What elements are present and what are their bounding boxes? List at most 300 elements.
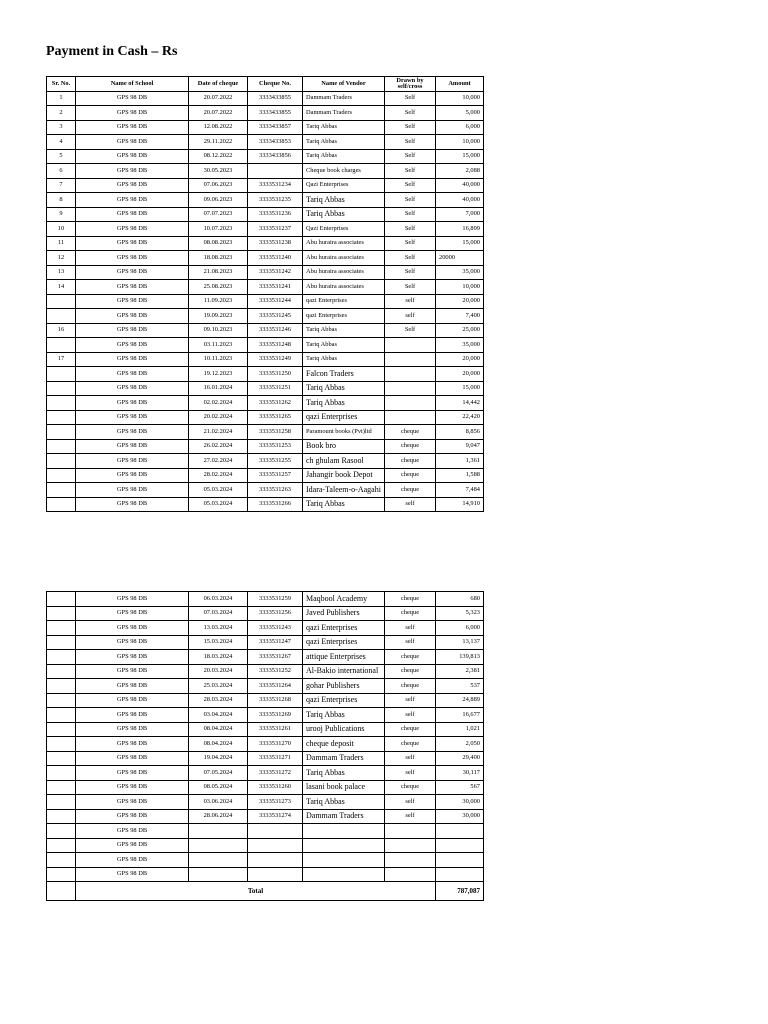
cell-cheque-no: 3333531234: [248, 178, 303, 193]
cell-vendor: Javed Publishers: [303, 606, 385, 621]
cell-school: GPS 98 DB: [76, 222, 189, 237]
cell-amount: 7,000: [436, 207, 484, 222]
cell-school: GPS 98 DB: [76, 338, 189, 353]
cell-cheque-no: 3333531243: [248, 621, 303, 636]
cell-date: 08.12.2022: [189, 149, 248, 164]
cell-school: GPS 98 DB: [76, 824, 189, 839]
cell-sr-no: 14: [47, 280, 76, 295]
cell-school: GPS 98 DB: [76, 251, 189, 266]
table-row: [47, 381, 484, 396]
cell-date: 30.05.2023: [189, 164, 248, 179]
cell-sr-no: [47, 824, 76, 839]
cell-cheque-no: 3333531262: [248, 396, 303, 411]
table-body-part-2: [47, 592, 484, 882]
cell-date: 10.07.2023: [189, 222, 248, 237]
cell-drawn-by: self: [385, 309, 436, 324]
cell-vendor: attique Enterprises: [303, 650, 385, 665]
total-row-blank: [47, 882, 76, 901]
cell-sr-no: [47, 606, 76, 621]
total-row: [47, 882, 484, 901]
cell-cheque-no: 3333531259: [248, 592, 303, 607]
cell-drawn-by: [385, 367, 436, 382]
cell-drawn-by: self: [385, 693, 436, 708]
cell-vendor: Tariq Abbas: [303, 381, 385, 396]
cell-drawn-by: cheque: [385, 468, 436, 483]
cell-school: GPS 98 DB: [76, 751, 189, 766]
cell-date: 10.11.2023: [189, 352, 248, 367]
cell-sr-no: [47, 809, 76, 824]
cell-sr-no: [47, 737, 76, 752]
cell-amount: 537: [436, 679, 484, 694]
cell-vendor: cheque deposit: [303, 737, 385, 752]
cell-vendor: Al-Bakio international: [303, 664, 385, 679]
cell-drawn-by: self: [385, 635, 436, 650]
cell-amount: 7,400: [436, 309, 484, 324]
cell-school: GPS 98 DB: [76, 294, 189, 309]
cell-cheque-no: 3333433856: [248, 149, 303, 164]
cell-date: 07.05.2024: [189, 766, 248, 781]
cell-school: GPS 98 DB: [76, 606, 189, 621]
cell-drawn-by: [385, 410, 436, 425]
cell-sr-no: [47, 425, 76, 440]
cell-vendor: Tariq Abbas: [303, 193, 385, 208]
cell-sr-no: [47, 338, 76, 353]
cell-drawn-by: cheque: [385, 425, 436, 440]
cell-drawn-by: Self: [385, 323, 436, 338]
cell-school: GPS 98 DB: [76, 809, 189, 824]
cell-cheque-no: [248, 867, 303, 882]
cell-school: GPS 98 DB: [76, 693, 189, 708]
cell-school: GPS 98 DB: [76, 679, 189, 694]
cell-date: 18.08.2023: [189, 251, 248, 266]
cell-school: GPS 98 DB: [76, 621, 189, 636]
cell-vendor: qazi Enterprises: [303, 410, 385, 425]
cell-sr-no: 3: [47, 120, 76, 135]
cell-school: GPS 98 DB: [76, 236, 189, 251]
cell-vendor: Qazi Enterprises: [303, 178, 385, 193]
table-row: [47, 265, 484, 280]
cell-amount: 1,361: [436, 454, 484, 469]
cell-date: 08.04.2024: [189, 737, 248, 752]
cell-date: 02.02.2024: [189, 396, 248, 411]
header-vendor: Name of Vendor: [303, 77, 385, 92]
cell-cheque-no: 3333531266: [248, 497, 303, 512]
cell-cheque-no: 3333531273: [248, 795, 303, 810]
cell-date: 03.06.2024: [189, 795, 248, 810]
cell-amount: 40,000: [436, 193, 484, 208]
cell-date: 28.02.2024: [189, 468, 248, 483]
cell-date: 19.12.2023: [189, 367, 248, 382]
table-row: [47, 679, 484, 694]
table-row: [47, 635, 484, 650]
cell-date: 15.03.2024: [189, 635, 248, 650]
cell-drawn-by: self: [385, 497, 436, 512]
cell-school: GPS 98 DB: [76, 164, 189, 179]
cell-sr-no: 7: [47, 178, 76, 193]
cell-cheque-no: 3333531245: [248, 309, 303, 324]
cell-date: 27.02.2024: [189, 454, 248, 469]
cell-vendor: Maqbool Academy: [303, 592, 385, 607]
cell-school: GPS 98 DB: [76, 193, 189, 208]
table-row: [47, 693, 484, 708]
cell-cheque-no: 3333531265: [248, 410, 303, 425]
cell-amount: 20,000: [436, 294, 484, 309]
cell-date: 07.06.2023: [189, 178, 248, 193]
cell-drawn-by: cheque: [385, 679, 436, 694]
table-row: [47, 294, 484, 309]
cell-cheque-no: 3333433855: [248, 106, 303, 121]
cell-drawn-by: Self: [385, 106, 436, 121]
cell-sr-no: [47, 751, 76, 766]
cell-cheque-no: 3333531263: [248, 483, 303, 498]
cell-vendor: Dammam Traders: [303, 809, 385, 824]
cell-amount: 1,588: [436, 468, 484, 483]
table-row: [47, 280, 484, 295]
table-row: [47, 766, 484, 781]
table-row: [47, 236, 484, 251]
cell-cheque-no: 3333531246: [248, 323, 303, 338]
cell-sr-no: [47, 780, 76, 795]
cell-amount: 29,400: [436, 751, 484, 766]
header-drawn-by: Drawn by self/cross: [385, 77, 436, 92]
cell-amount: 2,050: [436, 737, 484, 752]
cell-amount: 35,000: [436, 265, 484, 280]
cell-sr-no: [47, 497, 76, 512]
cell-sr-no: [47, 708, 76, 723]
cell-date: 21.02.2024: [189, 425, 248, 440]
cell-sr-no: [47, 664, 76, 679]
cell-amount: 40,000: [436, 178, 484, 193]
cell-school: GPS 98 DB: [76, 309, 189, 324]
cell-cheque-no: 3333531252: [248, 664, 303, 679]
table-row: [47, 809, 484, 824]
cell-amount: 13,137: [436, 635, 484, 650]
cell-date: 16.01.2024: [189, 381, 248, 396]
cell-school: GPS 98 DB: [76, 149, 189, 164]
cell-cheque-no: 3333531247: [248, 635, 303, 650]
table-row: [47, 178, 484, 193]
cell-drawn-by: [385, 853, 436, 868]
cell-date: 25.03.2024: [189, 679, 248, 694]
cell-cheque-no: 3333531255: [248, 454, 303, 469]
cell-school: GPS 98 DB: [76, 425, 189, 440]
cell-school: GPS 98 DB: [76, 780, 189, 795]
cell-drawn-by: cheque: [385, 454, 436, 469]
cell-vendor: [303, 853, 385, 868]
cell-amount: 30,117: [436, 766, 484, 781]
table-row: [47, 621, 484, 636]
cell-date: 28.03.2024: [189, 693, 248, 708]
cell-vendor: Tariq Abbas: [303, 497, 385, 512]
cell-school: GPS 98 DB: [76, 838, 189, 853]
cell-school: GPS 98 DB: [76, 592, 189, 607]
cell-school: GPS 98 DB: [76, 265, 189, 280]
cell-school: GPS 98 DB: [76, 120, 189, 135]
cell-school: GPS 98 DB: [76, 135, 189, 150]
cell-date: 20.07.2022: [189, 106, 248, 121]
cell-sr-no: [47, 468, 76, 483]
cell-cheque-no: [248, 824, 303, 839]
cell-vendor: Jahangir book Depot: [303, 468, 385, 483]
cell-cheque-no: 3333531253: [248, 439, 303, 454]
cell-sr-no: [47, 722, 76, 737]
cell-cheque-no: [248, 838, 303, 853]
cell-drawn-by: self: [385, 809, 436, 824]
table-row: [47, 838, 484, 853]
cell-cheque-no: 3333531269: [248, 708, 303, 723]
table-row: [47, 483, 484, 498]
cell-vendor: Tariq Abbas: [303, 396, 385, 411]
cell-amount: 15,000: [436, 381, 484, 396]
cell-sr-no: [47, 867, 76, 882]
cell-amount: 10,000: [436, 280, 484, 295]
cell-amount: 14,442: [436, 396, 484, 411]
cell-vendor: [303, 838, 385, 853]
cell-date: 29.11.2022: [189, 135, 248, 150]
cell-vendor: Tariq Abbas: [303, 352, 385, 367]
cell-sr-no: [47, 853, 76, 868]
cell-sr-no: 12: [47, 251, 76, 266]
cell-drawn-by: Self: [385, 222, 436, 237]
cell-date: 19.09.2023: [189, 309, 248, 324]
cell-sr-no: 8: [47, 193, 76, 208]
cell-sr-no: [47, 693, 76, 708]
cell-date: 03.04.2024: [189, 708, 248, 723]
cell-date: 09.06.2023: [189, 193, 248, 208]
cell-sr-no: [47, 650, 76, 665]
cell-cheque-no: 3333531268: [248, 693, 303, 708]
cell-cheque-no: 3333531264: [248, 679, 303, 694]
table-row: [47, 824, 484, 839]
cell-amount: 25,000: [436, 323, 484, 338]
cell-date: 12.08.2022: [189, 120, 248, 135]
cell-sr-no: [47, 766, 76, 781]
cell-sr-no: 6: [47, 164, 76, 179]
cell-cheque-no: 3333531258: [248, 425, 303, 440]
cell-sr-no: [47, 795, 76, 810]
cell-cheque-no: 3333531237: [248, 222, 303, 237]
cell-vendor: Tariq Abbas: [303, 338, 385, 353]
cell-vendor: qazi Enterprises: [303, 693, 385, 708]
cell-amount: 15,000: [436, 236, 484, 251]
cell-school: GPS 98 DB: [76, 454, 189, 469]
cell-amount: 5,323: [436, 606, 484, 621]
cell-cheque-no: 3333531251: [248, 381, 303, 396]
table-header-row: [47, 77, 484, 92]
cell-amount: 680: [436, 592, 484, 607]
cell-amount: 10,000: [436, 135, 484, 150]
header-sr-no: Sr. No.: [47, 77, 76, 92]
cell-vendor: Abu huraira associates: [303, 251, 385, 266]
cell-school: GPS 98 DB: [76, 91, 189, 106]
cell-date: 13.03.2024: [189, 621, 248, 636]
cell-school: GPS 98 DB: [76, 497, 189, 512]
table-row: [47, 795, 484, 810]
cell-date: 28.06.2024: [189, 809, 248, 824]
cell-drawn-by: [385, 338, 436, 353]
cell-vendor: [303, 867, 385, 882]
cell-sr-no: [47, 838, 76, 853]
cell-drawn-by: Self: [385, 251, 436, 266]
table-row: [47, 149, 484, 164]
table-row: [47, 439, 484, 454]
cell-cheque-no: 3333531238: [248, 236, 303, 251]
table-row: [47, 410, 484, 425]
cell-school: GPS 98 DB: [76, 323, 189, 338]
cell-drawn-by: Self: [385, 236, 436, 251]
cell-school: GPS 98 DB: [76, 708, 189, 723]
cell-vendor: qazi Enterprises: [303, 294, 385, 309]
cell-vendor: Dammam Traders: [303, 91, 385, 106]
cell-amount: 2,088: [436, 164, 484, 179]
cell-sr-no: [47, 621, 76, 636]
cell-sr-no: [47, 381, 76, 396]
cell-amount: 20,000: [436, 367, 484, 382]
table-row: [47, 853, 484, 868]
cell-school: GPS 98 DB: [76, 410, 189, 425]
cell-school: GPS 98 DB: [76, 381, 189, 396]
table-row: [47, 323, 484, 338]
cell-drawn-by: Self: [385, 91, 436, 106]
cell-cheque-no: 3333531267: [248, 650, 303, 665]
cell-amount: 35,000: [436, 338, 484, 353]
table-row: [47, 338, 484, 353]
cell-drawn-by: Self: [385, 207, 436, 222]
cell-date: 26.02.2024: [189, 439, 248, 454]
cell-cheque-no: 3333531242: [248, 265, 303, 280]
table-row: [47, 367, 484, 382]
cell-amount: 20,000: [436, 352, 484, 367]
header-cheque-no: Cheque No.: [248, 77, 303, 92]
cell-vendor: Paramount books (Pvt)ltd: [303, 425, 385, 440]
cell-vendor: Tariq Abbas: [303, 766, 385, 781]
cell-sr-no: [47, 367, 76, 382]
cell-drawn-by: self: [385, 751, 436, 766]
cell-cheque-no: 3333531249: [248, 352, 303, 367]
cell-sr-no: [47, 294, 76, 309]
cell-drawn-by: Self: [385, 135, 436, 150]
cell-date: 18.03.2024: [189, 650, 248, 665]
cell-sr-no: [47, 679, 76, 694]
header-date: Date of cheque: [189, 77, 248, 92]
cell-vendor: gohar Publishers: [303, 679, 385, 694]
cell-cheque-no: 3333531274: [248, 809, 303, 824]
cell-cheque-no: 3333531260: [248, 780, 303, 795]
cell-date: 08.04.2024: [189, 722, 248, 737]
cell-amount: 567: [436, 780, 484, 795]
cell-sr-no: [47, 439, 76, 454]
table-row: [47, 650, 484, 665]
cell-drawn-by: [385, 824, 436, 839]
cell-drawn-by: cheque: [385, 737, 436, 752]
cell-cheque-no: [248, 853, 303, 868]
cell-vendor: Tariq Abbas: [303, 149, 385, 164]
cell-school: GPS 98 DB: [76, 867, 189, 882]
cell-date: 19.04.2024: [189, 751, 248, 766]
cell-amount: 10,000: [436, 91, 484, 106]
cell-amount: 6,000: [436, 621, 484, 636]
table-row: [47, 193, 484, 208]
cell-drawn-by: self: [385, 708, 436, 723]
table-row: [47, 222, 484, 237]
table-row: [47, 664, 484, 679]
cell-drawn-by: [385, 352, 436, 367]
table-row: [47, 106, 484, 121]
cell-school: GPS 98 DB: [76, 439, 189, 454]
cell-vendor: Tariq Abbas: [303, 708, 385, 723]
cell-vendor: Cheque book charges: [303, 164, 385, 179]
cell-cheque-no: [248, 164, 303, 179]
cell-sr-no: 1: [47, 91, 76, 106]
cell-cheque-no: 3333531248: [248, 338, 303, 353]
cell-amount: 30,000: [436, 809, 484, 824]
cell-sr-no: 11: [47, 236, 76, 251]
cell-school: GPS 98 DB: [76, 635, 189, 650]
table-row: [47, 207, 484, 222]
table-row: [47, 468, 484, 483]
cell-amount: 20000: [436, 251, 484, 266]
cell-date: 08.05.2024: [189, 780, 248, 795]
cell-cheque-no: 3333531270: [248, 737, 303, 752]
cell-drawn-by: self: [385, 766, 436, 781]
table-row: [47, 396, 484, 411]
cell-school: GPS 98 DB: [76, 178, 189, 193]
cell-cheque-no: 3333531256: [248, 606, 303, 621]
cell-sr-no: [47, 483, 76, 498]
cell-school: GPS 98 DB: [76, 722, 189, 737]
cell-drawn-by: [385, 867, 436, 882]
cell-cheque-no: 3333531244: [248, 294, 303, 309]
table-row: [47, 497, 484, 512]
cell-vendor: Falcon Traders: [303, 367, 385, 382]
cell-drawn-by: Self: [385, 280, 436, 295]
cell-cheque-no: 3333531236: [248, 207, 303, 222]
cell-amount: 16,677: [436, 708, 484, 723]
cell-vendor: Dammam Traders: [303, 106, 385, 121]
cell-sr-no: [47, 410, 76, 425]
cell-date: [189, 824, 248, 839]
cell-amount: 14,910: [436, 497, 484, 512]
cell-date: 11.09.2023: [189, 294, 248, 309]
cell-school: GPS 98 DB: [76, 280, 189, 295]
cell-date: 03.11.2023: [189, 338, 248, 353]
cell-date: 05.03.2024: [189, 497, 248, 512]
cell-date: 21.08.2023: [189, 265, 248, 280]
cell-sr-no: 5: [47, 149, 76, 164]
cell-vendor: qazi Enterprises: [303, 309, 385, 324]
cell-vendor: ch ghulam Rasool: [303, 454, 385, 469]
cell-amount: 2,381: [436, 664, 484, 679]
cell-vendor: qazi Enterprises: [303, 621, 385, 636]
table-row: [47, 164, 484, 179]
cell-date: 06.03.2024: [189, 592, 248, 607]
cell-cheque-no: 3333531250: [248, 367, 303, 382]
cell-date: 09.10.2023: [189, 323, 248, 338]
cell-amount: 22,420: [436, 410, 484, 425]
cell-drawn-by: Self: [385, 164, 436, 179]
cell-drawn-by: cheque: [385, 650, 436, 665]
cell-sr-no: 2: [47, 106, 76, 121]
cell-sr-no: [47, 635, 76, 650]
cell-cheque-no: 3333531272: [248, 766, 303, 781]
cell-amount: [436, 853, 484, 868]
cell-cheque-no: 3333531261: [248, 722, 303, 737]
cell-drawn-by: Self: [385, 265, 436, 280]
cell-cheque-no: 3333531235: [248, 193, 303, 208]
cell-sr-no: 13: [47, 265, 76, 280]
cell-school: GPS 98 DB: [76, 853, 189, 868]
cell-school: GPS 98 DB: [76, 737, 189, 752]
